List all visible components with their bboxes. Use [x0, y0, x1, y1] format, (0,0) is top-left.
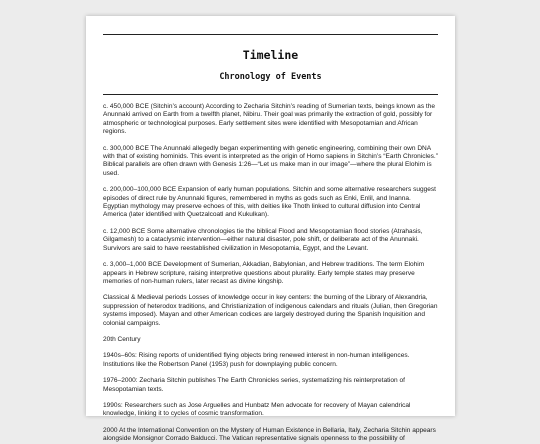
- timeline-entry: 1990s: Researchers such as Jose Arguelles and Hunbatz Men advocate for recovery of Mayan calendrical knowledge, linking it to cycles of cosmic transformation.: [103, 401, 411, 418]
- section-heading: 20th Century: [103, 335, 141, 343]
- timeline-entry: 1940s–60s: Rising reports of unidentified flying objects bring renewed interest in non-human intelligences. Institutions like the Robertson Panel (1953) push for downplaying public concern.: [103, 352, 410, 368]
- document-title: Timeline: [242, 48, 299, 62]
- timeline-entry: c. 12,000 BCE Some alternative chronologies tie the biblical Flood and Mesopotamian flood stories (Atrahasis, Gilgamesh) to a cataclysmic intervention—either natural disaster, pole shift, or deliberate act of the Anunnaki. Survivors are said to have reestablished civilization in Mesopotamia, Egypt, and the Levant.: [103, 227, 423, 252]
- document-header: [103, 34, 438, 95]
- timeline-entry: c. 300,000 BCE The Anunnaki allegedly began experimenting with genetic engineering, combining their own DNA with that of existing hominids. This event is interpreted as the origin of Homo sapiens in Sitchin’s “Earth Chronicles.” Biblical parallels are often drawn with Genesis 1:26—“Let us make man in our image”—where the plural Elohim is used.: [103, 144, 438, 177]
- timeline-entry: c. 450,000 BCE (Sitchin’s account) According to Zecharia Sitchin’s reading of Sumerian texts, beings known as the Anunnaki arrived on Earth from a twelfth planet, Nibiru. Their goal was primarily the extraction of gold, possibly for atmospheric or technological purposes. Early settlement sites were identified with Mesopotamian and African regions.: [103, 103, 436, 136]
- timeline-entry: 1976–2000: Zecharia Sitchin publishes The Earth Chronicles series, systematizing his reinterpretation of Mesopotamian texts.: [103, 377, 405, 393]
- document-body: [103, 103, 438, 444]
- document-subtitle: Chronology of Events: [219, 72, 322, 82]
- timeline-entry: c. 3,000–1,000 BCE Development of Sumerian, Akkadian, Babylonian, and Hebrew traditions. The term Elohim appears in Hebrew scripture, raising interpretive questions about plurality. Early temple states may preserve memories of non-human rulers, later recast as divine kingship.: [103, 261, 425, 285]
- document-page: [86, 16, 455, 443]
- timeline-entry: c. 200,000–100,000 BCE Expansion of early human populations. Sitchin and some alternative researchers suggest episodes of direct rule by Anunnaki figures, remembered in myths as gods such as Enki, Enlil, and Inanna. Egyptian mythology may preserve echoes of this, with deities like Thoth linked to cultural diffusion into Central America (later identified with Quetzalcoatl and Kukulkan).: [103, 186, 437, 219]
- timeline-entry: Classical & Medieval periods Losses of knowledge occur in key centers: the burning of the Library of Alexandria, suppression of heterodox traditions, and Christianization of indigenous calendars and rituals (Julian, then Gregorian systems imposed). Mayan and other American codices are largely destroyed during the Spanish Inquisition and colonial campaigns.: [103, 294, 438, 327]
- timeline-entry: 2000 At the International Convention on the Mystery of Human Existence in Bellaria, Italy, Zecharia Sitchin appears alongside Monsignor Corrado Balducci. The Vatican representative signals openness to the possibility of: [103, 426, 436, 443]
